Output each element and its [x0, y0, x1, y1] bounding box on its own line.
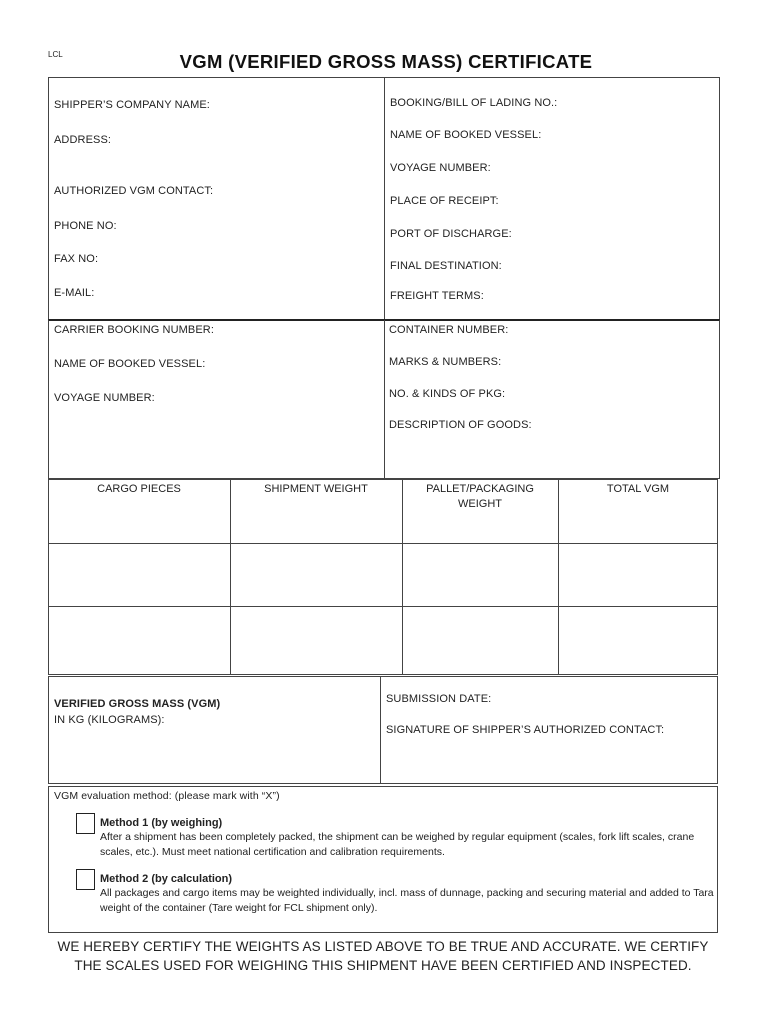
method-1-title: Method 1 (by weighing) — [100, 817, 223, 829]
container-number-field[interactable]: CONTAINER NUMBER: — [389, 324, 509, 336]
submission-date-field[interactable]: SUBMISSION DATE: — [386, 693, 492, 705]
divider — [384, 320, 385, 478]
shipper-address-field[interactable]: ADDRESS: — [54, 134, 112, 146]
header-cargo-pieces: CARGO PIECES — [97, 483, 181, 495]
method-2-description: All packages and cargo items may be weighted individually, incl. mass of dunnage, packing and securing material and added to Tara weight of the container (Tare weight for FCL shipment only). — [100, 887, 714, 914]
doc-tag: LCL — [48, 50, 63, 59]
page-title: VGM (VERIFIED GROSS MASS) CERTIFICATE — [179, 51, 593, 72]
vgm-kg-field[interactable]: IN KG (KILOGRAMS): — [54, 714, 165, 726]
divider — [380, 676, 381, 784]
header-shipment-weight: SHIPMENT WEIGHT — [264, 483, 368, 495]
total-vgm-cell[interactable] — [558, 607, 718, 674]
divider — [384, 77, 385, 320]
certification-line-2: THE SCALES USED FOR WEIGHING THIS SHIPMENT HAVE BEEN CERTIFIED AND INSPECTED. — [74, 958, 692, 973]
pallet-weight-cell[interactable] — [402, 544, 558, 606]
method-intro: VGM evaluation method: (please mark with “X”) — [54, 790, 280, 802]
booked-vessel-field[interactable]: NAME OF BOOKED VESSEL: — [390, 129, 542, 141]
table-row — [48, 544, 718, 606]
method-1-description: After a shipment has been completely packed, the shipment can be weighed by regular equipment (scales, fork lift scales, crane scales, etc.). Must meet national certification and calibration requirements. — [100, 831, 695, 858]
shipment-weight-cell[interactable] — [230, 607, 402, 674]
method-1-checkbox[interactable] — [76, 813, 95, 834]
fax-field[interactable]: FAX NO: — [54, 253, 99, 265]
bill-of-lading-field[interactable]: BOOKING/BILL OF LADING NO.: — [390, 97, 558, 109]
total-vgm-cell[interactable] — [558, 544, 718, 606]
cargo-pieces-cell[interactable] — [48, 544, 230, 606]
final-destination-field[interactable]: FINAL DESTINATION: — [390, 260, 502, 272]
phone-field[interactable]: PHONE NO: — [54, 220, 117, 232]
method-2-title: Method 2 (by calculation) — [100, 873, 233, 885]
pkg-field[interactable]: NO. & KINDS OF PKG: — [389, 388, 506, 400]
table-row — [48, 607, 718, 674]
shipment-weight-cell[interactable] — [230, 544, 402, 606]
carrier-booking-number-field[interactable]: CARRIER BOOKING NUMBER: — [54, 324, 214, 336]
method-2-checkbox[interactable] — [76, 869, 95, 890]
marks-numbers-field[interactable]: MARKS & NUMBERS: — [389, 356, 502, 368]
pallet-weight-cell[interactable] — [402, 607, 558, 674]
vgm-contact-field[interactable]: AUTHORIZED VGM CONTACT: — [54, 185, 214, 197]
place-of-receipt-field[interactable]: PLACE OF RECEIPT: — [390, 195, 499, 207]
port-of-discharge-field[interactable]: PORT OF DISCHARGE: — [390, 228, 512, 240]
signature-field[interactable]: SIGNATURE OF SHIPPER’S AUTHORIZED CONTACT: — [386, 724, 665, 736]
vgm-title: VERIFIED GROSS MASS (VGM) — [54, 698, 221, 710]
header-total-vgm: TOTAL VGM — [606, 483, 670, 495]
freight-terms-field[interactable]: FREIGHT TERMS: — [390, 290, 484, 302]
cargo-pieces-cell[interactable] — [48, 607, 230, 674]
header-pallet-packaging-weight: PALLET/PACKAGING WEIGHT — [426, 483, 534, 510]
email-field[interactable]: E-MAIL: — [54, 287, 95, 299]
description-of-goods-field[interactable]: DESCRIPTION OF GOODS: — [389, 419, 532, 431]
carrier-voyage-field[interactable]: VOYAGE NUMBER: — [54, 392, 155, 404]
carrier-vessel-field[interactable]: NAME OF BOOKED VESSEL: — [54, 358, 206, 370]
shipper-company-name-field[interactable]: SHIPPER’S COMPANY NAME: — [54, 99, 210, 111]
voyage-number-field[interactable]: VOYAGE NUMBER: — [390, 162, 491, 174]
certification-line-1: WE HEREBY CERTIFY THE WEIGHTS AS LISTED ABOVE TO BE TRUE AND ACCURATE. WE CERTIFY — [57, 939, 709, 954]
